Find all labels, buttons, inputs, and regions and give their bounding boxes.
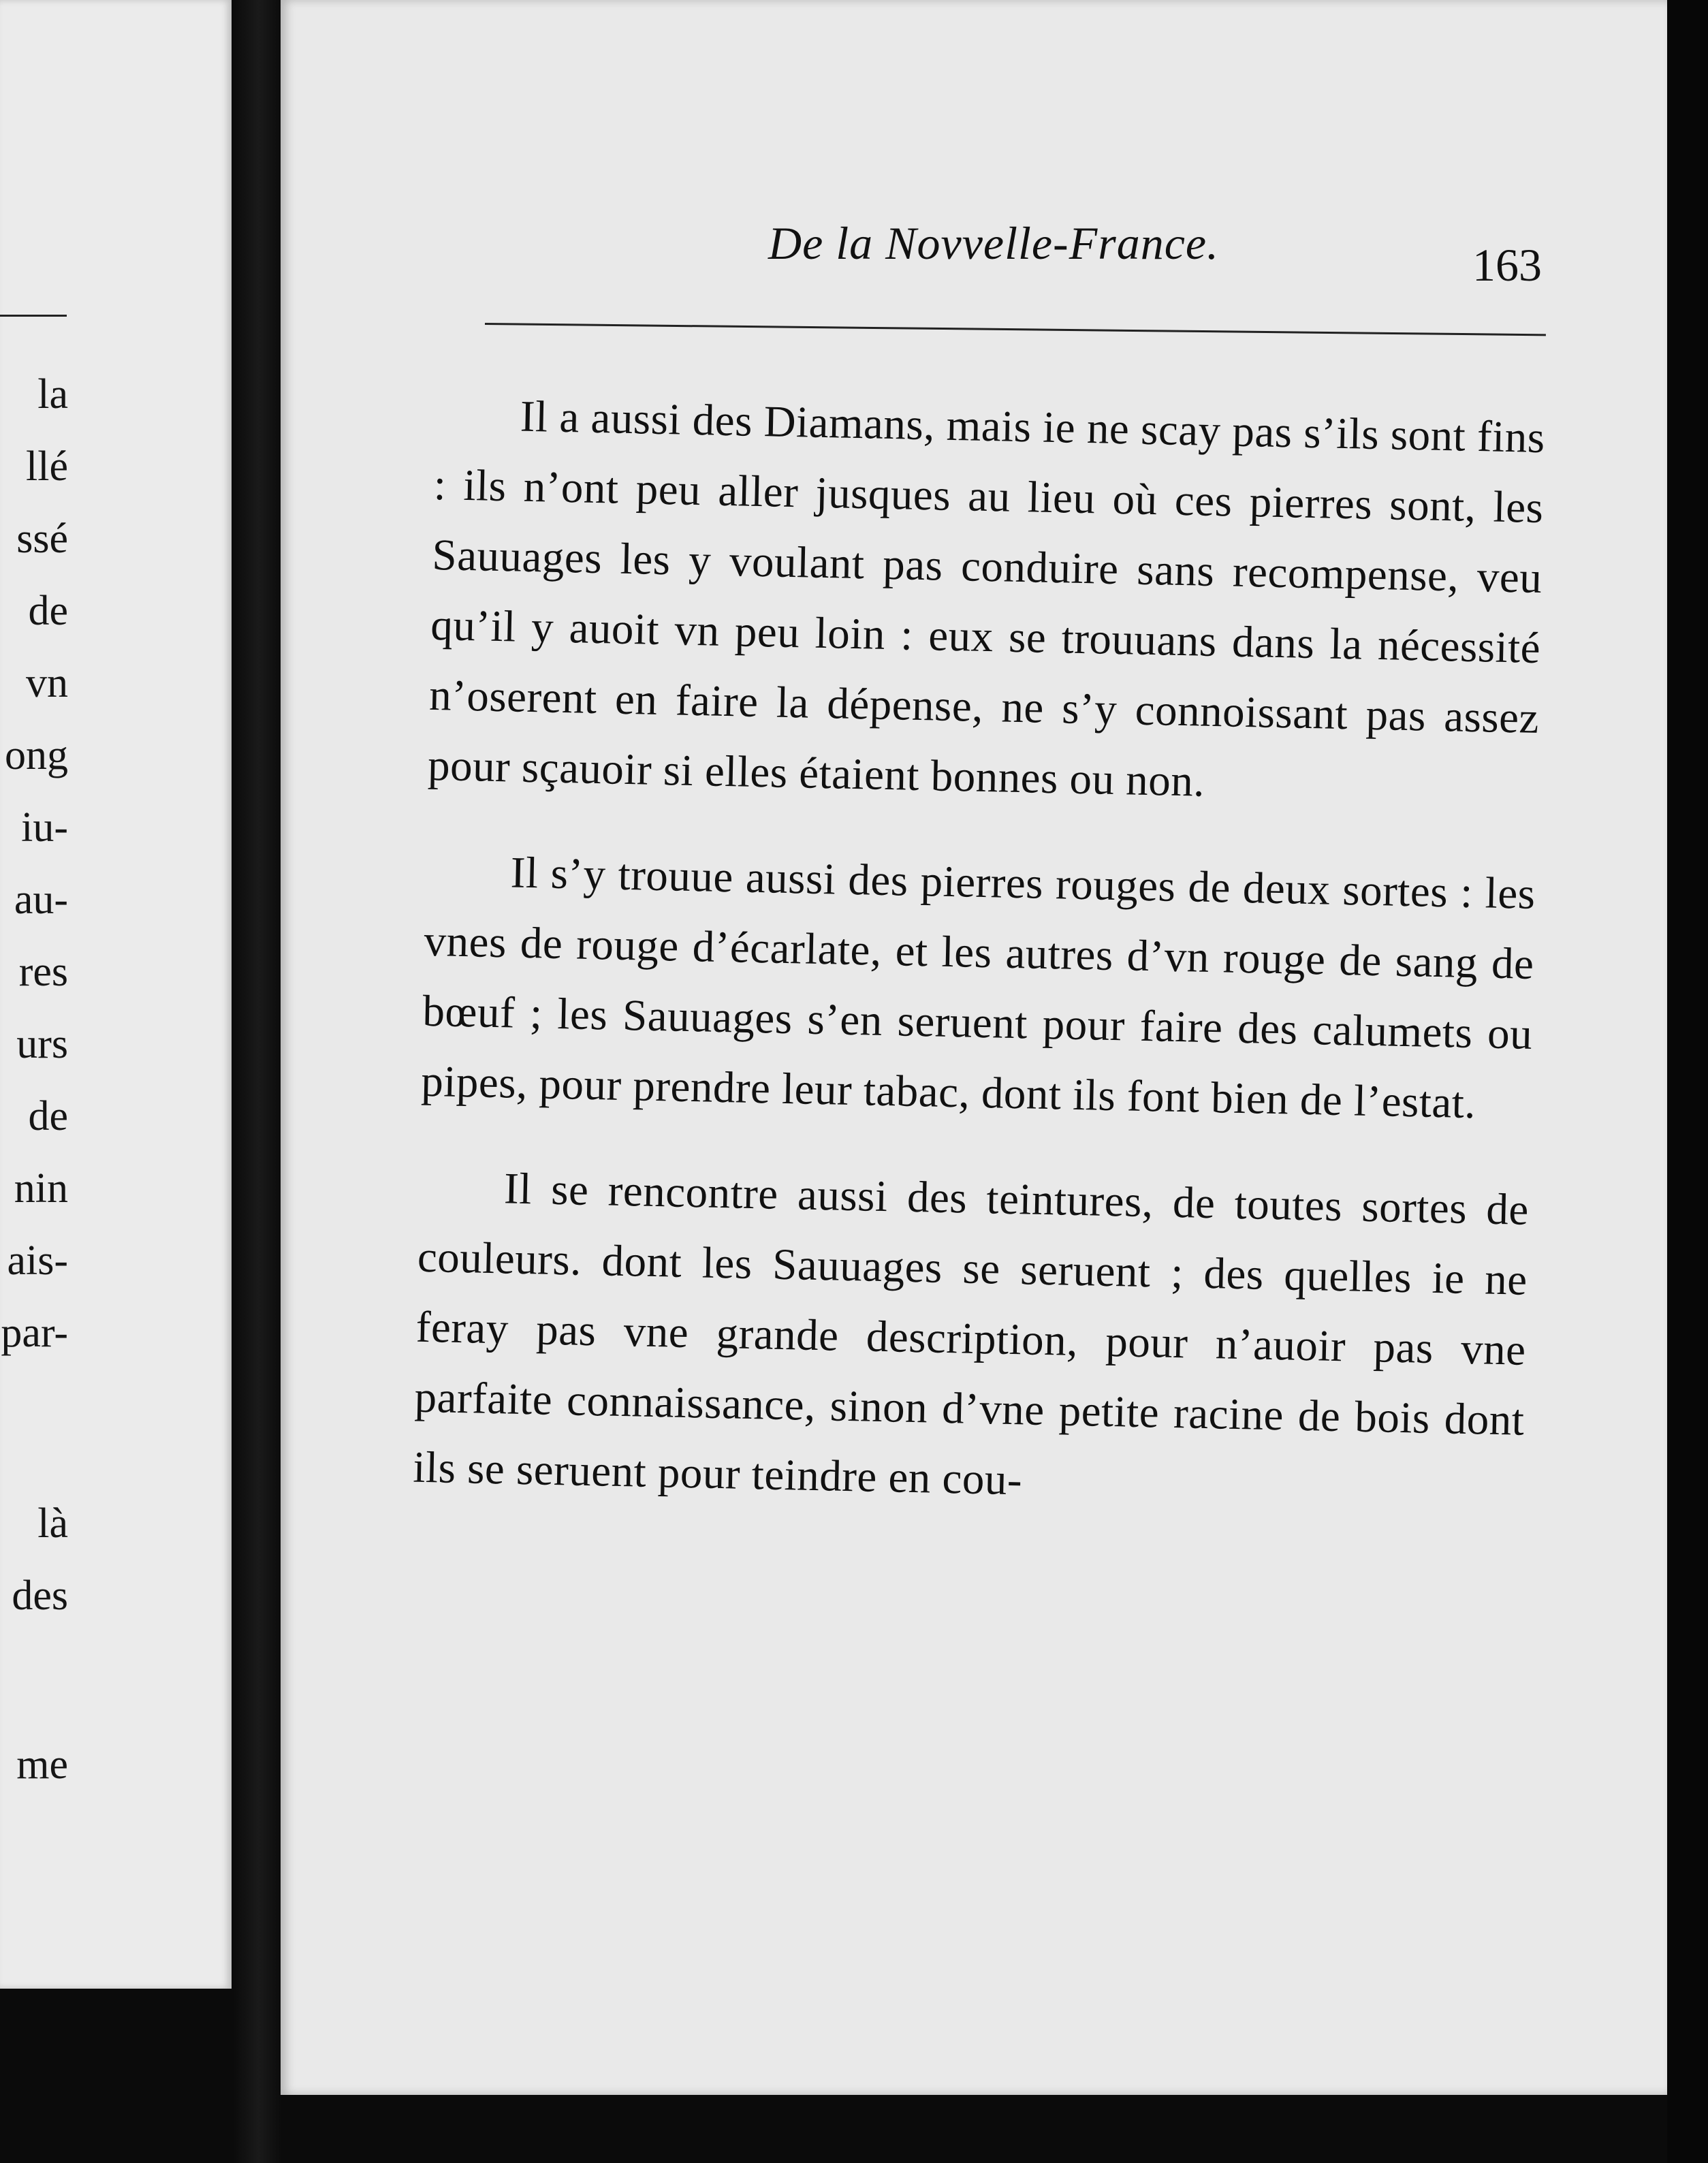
book-gutter — [232, 0, 281, 2163]
running-title: De la Novvelle-France. — [768, 217, 1220, 269]
previous-page-line-fragment: nin — [14, 1165, 68, 1212]
body-text — [411, 380, 1545, 1562]
previous-page-line-fragment: urs — [16, 1021, 68, 1067]
previous-page-line-fragment: par- — [1, 1310, 68, 1356]
previous-page-line-fragment: ssé — [16, 516, 68, 562]
previous-page-line-fragment: me — [16, 1741, 68, 1788]
paragraph-dyes: Il se rencontre aussi des teintures, de toutes sortes de couleurs. dont les Sauuages se seruent ; des quelles ie ne feray pas vne grande description, pour n’auoir pas vne parfaite connaissance, sinon d’vne petite racine de bois dont ils se seruent pour teindre en cou- — [412, 1164, 1530, 1505]
previous-page-line-fragment: ong — [5, 732, 68, 778]
page-number: 163 — [1472, 239, 1542, 291]
previous-page-line-fragment: ais- — [7, 1237, 68, 1284]
previous-page-line-fragment: vn — [26, 660, 68, 706]
previous-page-line-fragment: de — [28, 588, 68, 634]
paragraph-red-stones: Il s’y trouue aussi des pierres rouges de deux sortes : les vnes de rouge d’écarlate, et les autres d’vn rouge de sang de bœuf ; les Sauuages s’en seruent pour faire des calumets ou pipes, pour prendre leur tabac, dont ils font bien de l’estat. — [420, 848, 1536, 1128]
previous-page-line-fragment: des — [12, 1573, 68, 1619]
paragraph-diamonds: Il a aussi des Diamans, mais ie ne scay pas s’ils sont fins : ils n’ont peu aller jusques au lieu où ces pierres sont, les Sauuages les y voulant pas conduire sans recompense, veu qu’il y auoit vn peu loin : eux se trouuans dans la nécessité n’oserent en faire la dépense, ne s’y connoissant pas assez pour sçauoir si elles étaient bonnes ou non. — [427, 392, 1546, 806]
previous-page-header-rule — [0, 315, 67, 317]
page-edge-shadow — [1667, 0, 1708, 2163]
previous-page-line-fragment: de — [28, 1093, 68, 1139]
previous-page-line-fragment: la — [37, 371, 68, 417]
previous-page-line-fragment: iu- — [21, 804, 68, 851]
previous-page-line-fragment: res — [18, 949, 68, 995]
previous-page-fragment — [0, 0, 232, 1989]
previous-page-line-fragment: au- — [14, 877, 68, 923]
previous-page-line-fragment: llé — [26, 443, 68, 490]
previous-page-line-fragment: là — [37, 1500, 68, 1547]
